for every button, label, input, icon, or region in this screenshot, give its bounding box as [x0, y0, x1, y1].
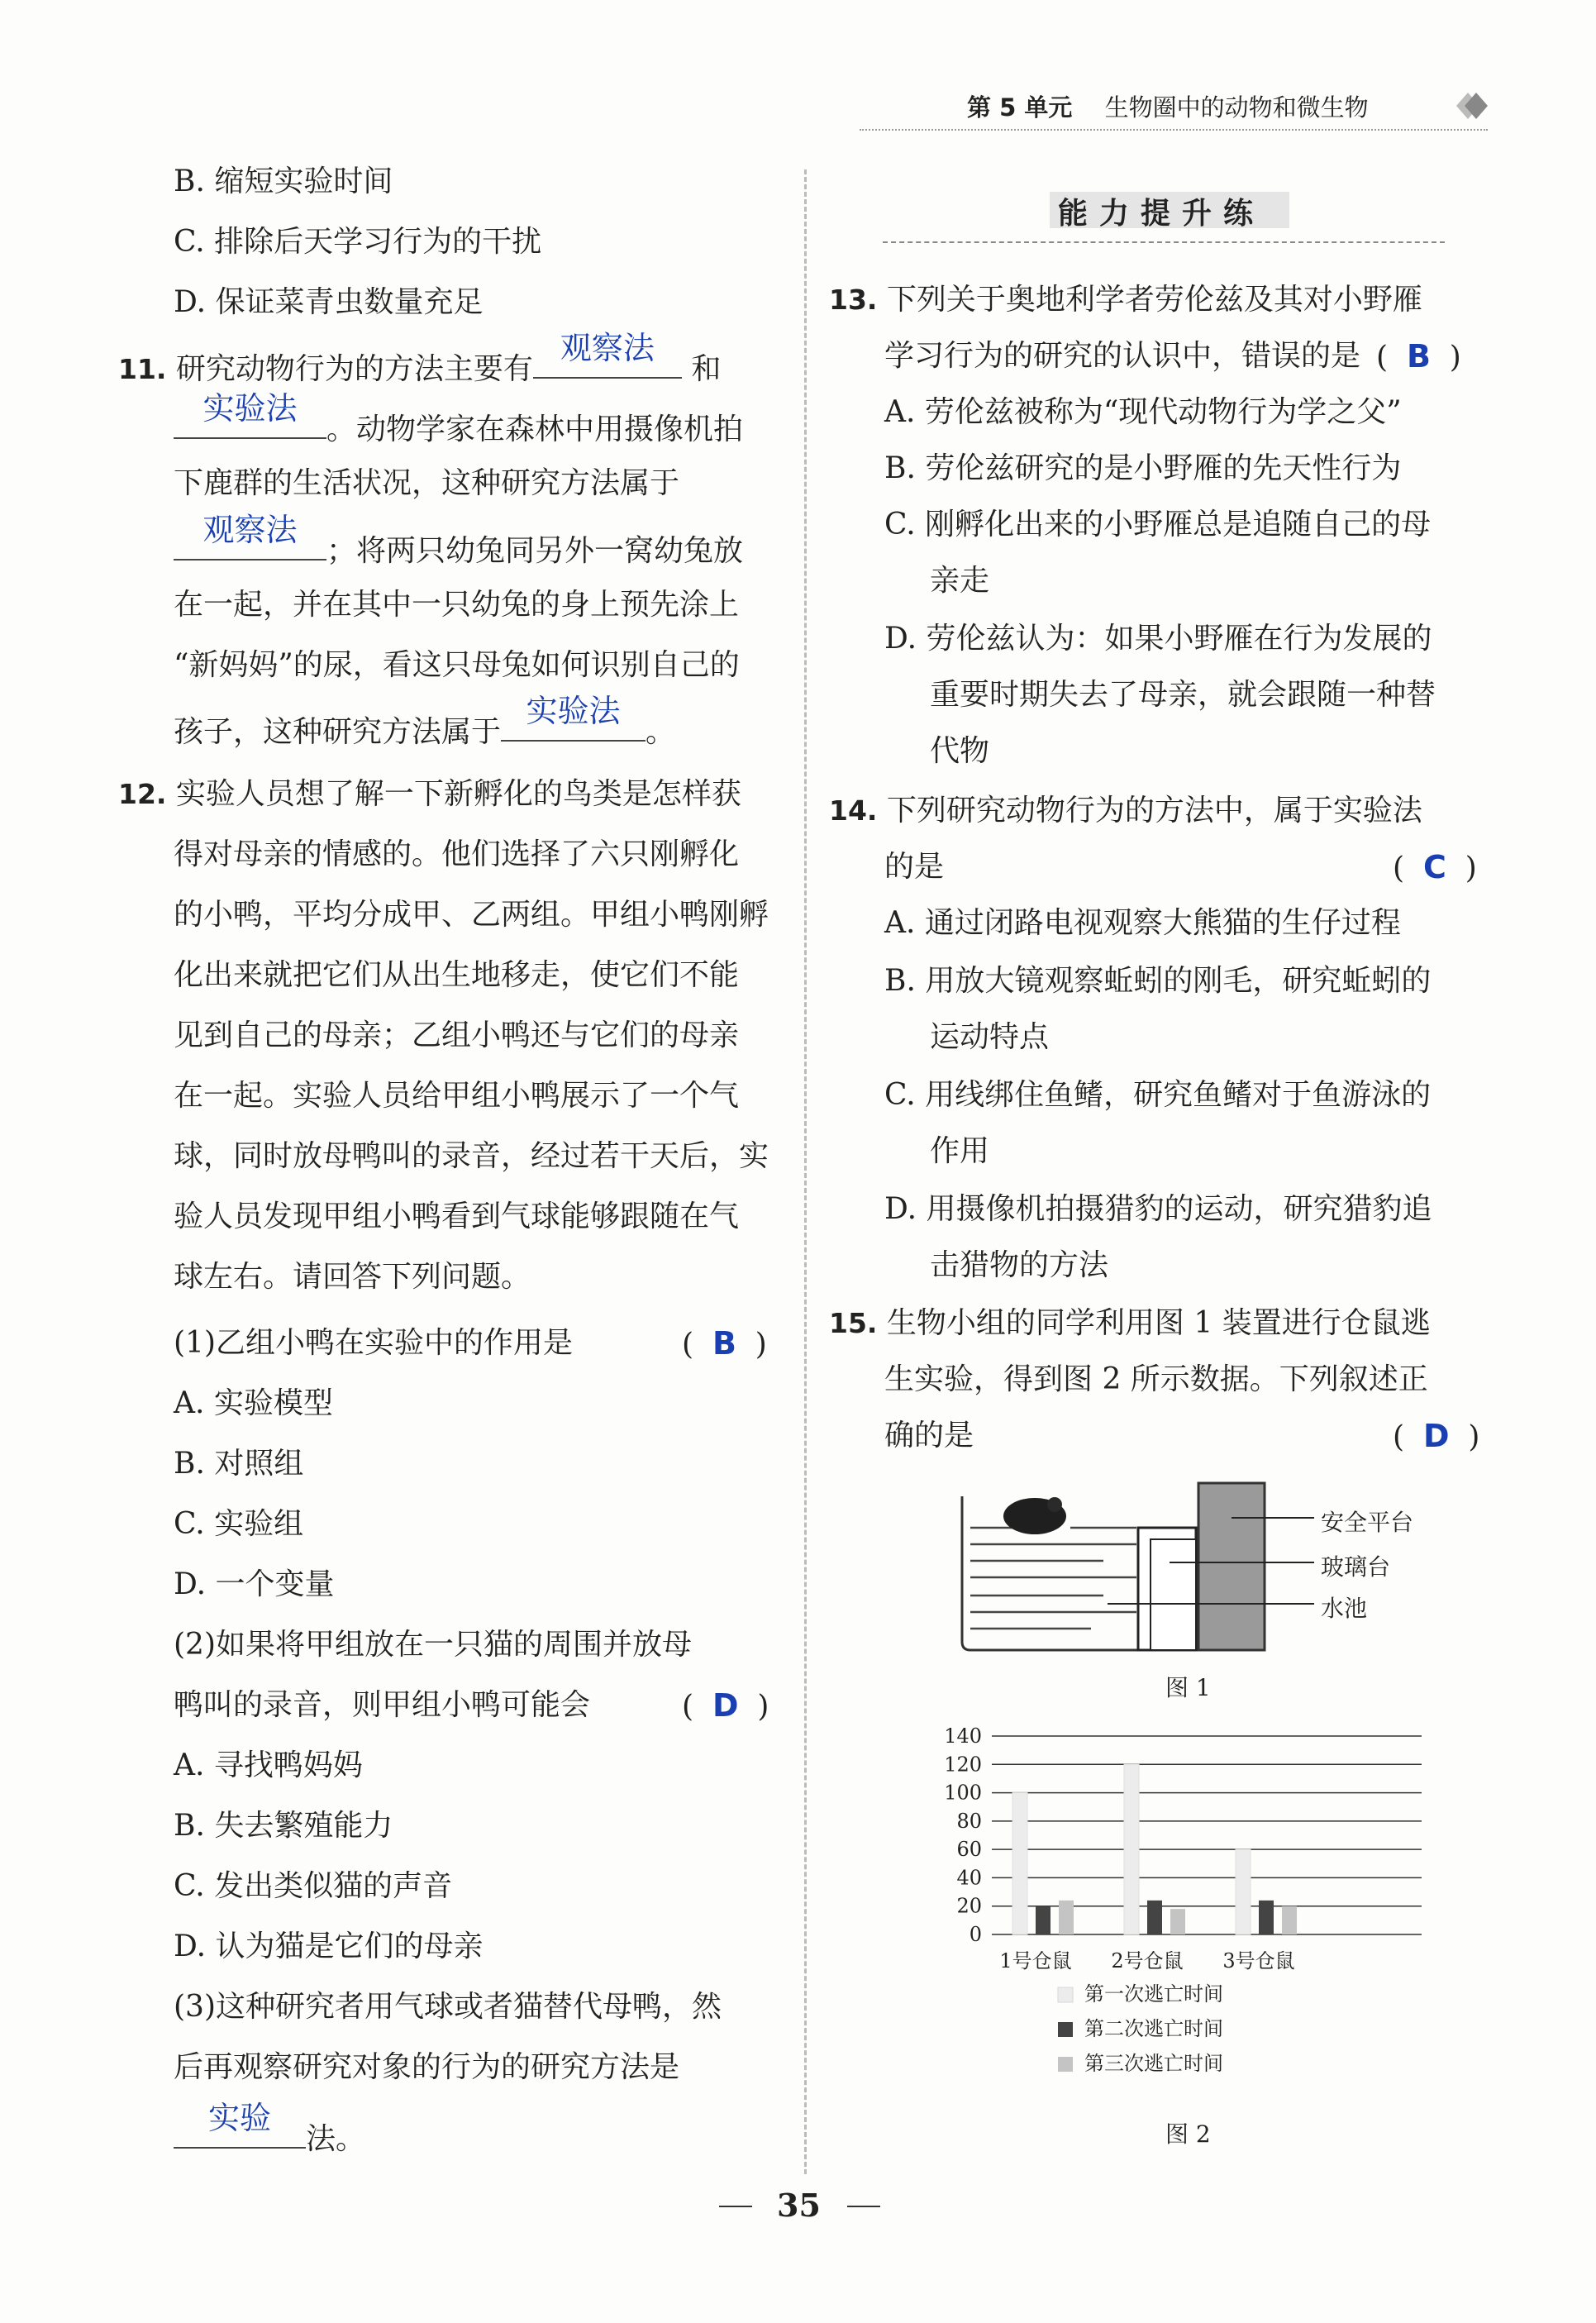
- q12-sub1-answer[interactable]: ( B ): [682, 1325, 767, 1362]
- q10-option-d: D. 保证菜青虫数量充足: [174, 285, 484, 319]
- q13-option-d-cont1: 重要时期失去了母亲，就会跟随一种替: [930, 678, 1436, 712]
- q12-line3: 的小鸭，平均分成甲、乙两组。甲组小鸭刚孵: [174, 898, 769, 932]
- q10-option-b: B. 缩短实验时间: [174, 165, 393, 198]
- q12-sub1-option-a: A. 实验模型: [174, 1386, 333, 1420]
- label-safe-platform: 安全平台: [1321, 1509, 1414, 1536]
- label-water-pool: 水池: [1321, 1595, 1368, 1622]
- q13-option-d-cont2: 代物: [930, 734, 990, 768]
- section-title: 能力提升练: [1058, 197, 1265, 231]
- figure-1-caption: 图 1: [1165, 1674, 1211, 1701]
- legend-swatch: [1058, 2057, 1073, 2072]
- q13-line2: 学习行为的研究的认识中，错误的是: [884, 339, 1361, 373]
- bar-3: [1059, 1901, 1074, 1934]
- q13-option-a: A. 劳伦兹被称为“现代动物行为学之父”: [884, 395, 1402, 429]
- unit-title: 生物圈中的动物和微生物: [1104, 93, 1369, 122]
- q12-line6: 在一起。实验人员给甲组小鸭展示了一个气: [174, 1079, 740, 1113]
- y-tick-label: 20: [956, 1894, 982, 1918]
- bar-2: [1259, 1901, 1274, 1934]
- label-glass-platform: 玻璃台: [1321, 1553, 1391, 1581]
- q14-answer[interactable]: ( C ): [1393, 849, 1477, 885]
- page-number: 35: [777, 2187, 821, 2224]
- q13-line1: 13. 下列关于奥地利学者劳伦兹及其对小野雁: [829, 283, 1422, 317]
- q10-option-c: C. 排除后天学习行为的干扰: [174, 225, 542, 259]
- category-label: 2号仓鼠: [1111, 1949, 1184, 1972]
- section-rule: [883, 241, 1445, 243]
- bar-1: [1124, 1764, 1139, 1934]
- q11-line1: 11. 研究动物行为的方法主要有 观察法 和: [118, 330, 722, 386]
- q15-number: 15.: [829, 1307, 878, 1339]
- q12-line2: 得对母亲的情感的。他们选择了六只刚孵化: [174, 837, 740, 871]
- q14-option-d-cont: 击猎物的方法: [930, 1248, 1109, 1282]
- figure-2-caption: 图 2: [1165, 2120, 1211, 2148]
- q12-sub3-line3: 实验 法。: [174, 2114, 365, 2158]
- q14-option-b: B. 用放大镜观察蚯蚓的刚毛，研究蚯蚓的: [884, 964, 1432, 998]
- q11-line2: 实验法 。动物学家在森林中用摄像机拍: [174, 404, 743, 449]
- q15-line2: 生实验，得到图 2 所示数据。下列叙述正: [884, 1362, 1428, 1396]
- bar-1: [1236, 1849, 1251, 1934]
- y-tick-label: 80: [956, 1809, 982, 1833]
- bar-2: [1036, 1906, 1051, 1934]
- q11-line4: 观察法 ；将两只幼兔同另外一窝幼兔放: [174, 526, 743, 570]
- q13-answer[interactable]: ( B ): [1376, 338, 1461, 374]
- q14-option-c-cont: 作用: [930, 1134, 990, 1168]
- q12-sub2-option-b: B. 失去繁殖能力: [174, 1809, 393, 1843]
- q14-option-d: D. 用摄像机拍摄猎豹的运动，研究猎豹追: [884, 1192, 1432, 1226]
- q15-line1: 15. 生物小组的同学利用图 1 装置进行仓鼠逃: [829, 1306, 1431, 1340]
- q12-line7: 球，同时放母鸭叫的录音，经过若干天后，实: [174, 1139, 769, 1173]
- q12-sub2-line1: (2)如果将甲组放在一只猫的周围并放母: [174, 1628, 692, 1662]
- page-dash-right: [847, 2206, 880, 2207]
- q14-option-b-cont: 运动特点: [930, 1020, 1050, 1054]
- column-divider: [804, 169, 807, 2174]
- y-tick-label: 100: [944, 1781, 982, 1805]
- q12-line1: 12. 实验人员想了解一下新孵化的鸟类是怎样获: [118, 777, 741, 811]
- q14-line2: 的是: [884, 850, 945, 884]
- y-tick-label: 120: [944, 1753, 982, 1777]
- header-rule: [860, 129, 1488, 131]
- y-tick-label: 60: [956, 1838, 982, 1862]
- q15-line3: 确的是: [884, 1419, 974, 1452]
- q14-number: 14.: [829, 794, 878, 827]
- q11-line7: 孩子，这种研究方法属于 实验法 。: [174, 693, 676, 749]
- bar-3: [1170, 1909, 1185, 1934]
- q13-option-c-cont: 亲走: [930, 564, 990, 598]
- q11-line3: 下鹿群的生活状况，这种研究方法属于: [174, 466, 680, 500]
- q15-answer[interactable]: ( D ): [1393, 1418, 1480, 1454]
- bar-1: [1012, 1793, 1027, 1934]
- q11-blank4[interactable]: 实验法: [501, 707, 646, 742]
- q11-blank2[interactable]: 实验法: [174, 404, 326, 439]
- y-tick-label: 0: [969, 1923, 982, 1946]
- q12-sub2-option-a: A. 寻找鸭妈妈: [174, 1748, 363, 1782]
- q12-sub2-answer[interactable]: ( D ): [682, 1687, 769, 1724]
- q12-sub3-line1: (3)这种研究者用气球或者猫替代母鸭，然: [174, 1990, 722, 2024]
- q12-sub3-line2: 后再观察研究对象的行为的研究方法是: [174, 2050, 680, 2084]
- q11-blank3[interactable]: 观察法: [174, 526, 326, 560]
- q11-number: 11.: [118, 353, 167, 385]
- bar-3: [1282, 1906, 1297, 1934]
- y-tick-label: 40: [956, 1866, 982, 1890]
- q12-sub1-option-d: D. 一个变量: [174, 1567, 335, 1601]
- q12-sub1: (1)乙组小鸭在实验中的作用是: [174, 1326, 573, 1360]
- legend-label: 第三次逃亡时间: [1084, 2052, 1223, 2075]
- unit-label: 第 5 单元: [967, 93, 1073, 122]
- category-label: 3号仓鼠: [1222, 1949, 1295, 1972]
- q11-line6: “新妈妈”的尿，看这只母兔如何识别自己的: [174, 648, 740, 682]
- q13-option-c: C. 刚孵化出来的小野雁总是追随自己的母: [884, 508, 1432, 541]
- q12-sub3-blank[interactable]: 实验: [174, 2114, 306, 2149]
- bar-2: [1147, 1901, 1162, 1934]
- q12-line4: 化出来就把它们从出生地移走，使它们不能: [174, 958, 740, 992]
- q12-sub1-option-b: B. 对照组: [174, 1447, 304, 1481]
- q14-option-a: A. 通过闭路电视观察大熊猫的生仔过程: [884, 906, 1401, 940]
- legend-label: 第一次逃亡时间: [1084, 1982, 1223, 2006]
- q14-option-c: C. 用线绑住鱼鳍，研究鱼鳍对于鱼游泳的: [884, 1078, 1432, 1112]
- q12-line5: 见到自己的母亲；乙组小鸭还与它们的母亲: [174, 1018, 740, 1052]
- q12-sub1-option-c: C. 实验组: [174, 1507, 304, 1541]
- diamond-icon: [1445, 89, 1491, 122]
- category-label: 1号仓鼠: [999, 1949, 1072, 1972]
- q14-line1: 14. 下列研究动物行为的方法中，属于实验法: [829, 794, 1422, 828]
- page-header: [967, 89, 1369, 123]
- q13-number: 13.: [829, 284, 878, 316]
- q13-option-b: B. 劳伦兹研究的是小野雁的先天性行为: [884, 451, 1402, 485]
- q12-line9: 球左右。请回答下列问题。: [174, 1260, 531, 1294]
- q12-sub2-option-d: D. 认为猫是它们的母亲: [174, 1929, 484, 1963]
- q13-option-d: D. 劳伦兹认为：如果小野雁在行为发展的: [884, 622, 1432, 656]
- q12-sub2-option-c: C. 发出类似猫的声音: [174, 1869, 453, 1903]
- q12-line8: 验人员发现甲组小鸭看到气球能够跟随在气: [174, 1200, 740, 1233]
- q11-line5: 在一起，并在其中一只幼兔的身上预先涂上: [174, 588, 740, 622]
- legend-swatch: [1058, 1987, 1073, 2002]
- q11-blank1[interactable]: 观察法: [533, 344, 682, 379]
- page-dash-left: [719, 2206, 752, 2207]
- legend-swatch: [1058, 2022, 1073, 2037]
- y-tick-label: 140: [944, 1724, 982, 1748]
- q12-number: 12.: [118, 778, 167, 810]
- q12-sub2-line2: 鸭叫的录音，则甲组小鸭可能会: [174, 1688, 591, 1722]
- legend-label: 第二次逃亡时间: [1084, 2017, 1223, 2040]
- figure-2-bar-chart: [926, 1720, 1438, 2116]
